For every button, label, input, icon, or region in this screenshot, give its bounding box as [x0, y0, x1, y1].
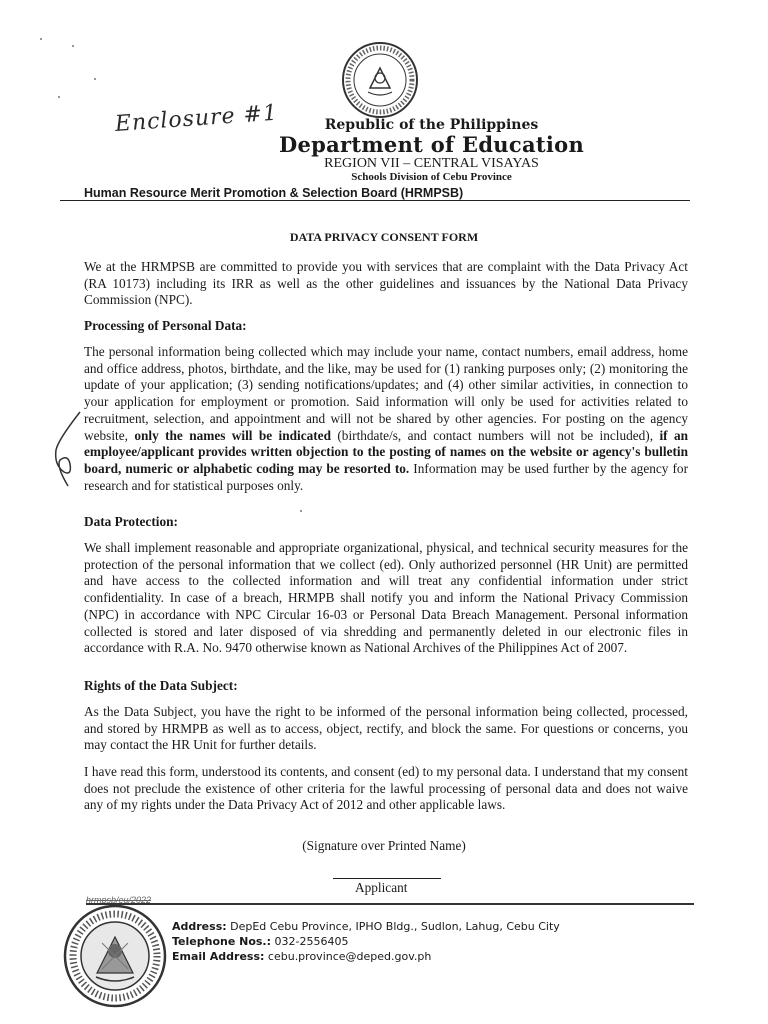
scan-speck [300, 510, 302, 512]
scan-speck [72, 45, 74, 47]
rights-heading: Rights of the Data Subject: [84, 678, 238, 693]
phone-value: 032-2556405 [271, 935, 349, 948]
signature-label: (Signature over Printed Name) [302, 838, 466, 853]
rights-paragraph: As the Data Subject, you have the right to be informed of the personal information being collected, processed, and stored by HRMPB as well as to access, object, rectify, and block the same. For questions or concerns, you may contact the HR Unit for further details. [84, 704, 688, 753]
address-value: DepEd Cebu Province, IPHO Bldg., Sudlon, Lahug, Cebu City [226, 920, 560, 933]
processing-text-2: (birthdate/s, and contact numbers will not be included), [330, 427, 660, 443]
scan-speck [94, 78, 96, 80]
processing-text-3: Information may be used further by the agency for research and for statistical purposes only. [84, 460, 688, 493]
scan-speck [40, 38, 42, 40]
applicant-label: Applicant [355, 880, 408, 895]
footer-code: hrmpsb/eu/2022 [86, 895, 152, 905]
footer-divider [86, 903, 694, 905]
email-value: cebu.province@deped.gov.ph [264, 950, 432, 963]
scan-speck [58, 96, 60, 98]
form-title: DATA PRIVACY CONSENT FORM [289, 230, 479, 244]
footer-email [172, 950, 431, 963]
protection-heading: Data Protection: [84, 514, 178, 529]
processing-bold-2: if an employee/applicant provides written objection to the posting of names on the website or agency's bulletin board, numeric or alphabetic coding may be resorted to. [84, 427, 688, 476]
phone-label: Telephone Nos.: [172, 935, 272, 948]
processing-bold-1: only the names will be indicated [134, 427, 331, 443]
processing-text-1: The personal information being collected which may include your name, contact numbers, email address, home and office address, photos, birthdate, and the like, may be used for (1) ranking purposes only; (2) monitoring the update of your application; (3) sending notifications/updates; and (4) other similar activities, in connection to your application for employment or promotion. Said information will only be used for activities related to recruitment, selection, and appointment and will not be shared by other agencies. For posting on the agency website, [84, 344, 688, 443]
cebu-division-seal-icon [62, 903, 168, 1009]
address-label: Address: [172, 920, 227, 933]
region-heading: REGION VII – CENTRAL VISAYAS [324, 156, 539, 171]
handwritten-enclosure-note: Enclosure #1 [114, 100, 279, 137]
protection-paragraph: We shall implement reasonable and appropriate organizational, physical, and technical security measures for the protection of the personal information that we collect (ed). Only authorized personnel (HR Unit) are permitted and have access to the collected information and will treat any confidential information under strict confidentiality. In case of a breach, HRMPB shall notify you and inform the National Privacy Commission (NPC) in accordance with NPC Circular 16-03 or Personal Data Breach Management. Personal information collected is stored and later disposed of via shredding and permanently deleted in our electronic files in accordance with R.A. No. 9470 otherwise known as National Archives of the Philippines Act of 2007. [84, 540, 688, 656]
processing-heading: Processing of Personal Data: [84, 318, 247, 333]
footer-phone [172, 935, 348, 948]
intro-paragraph: We at the HRMPSB are committed to provide you with services that are complaint with the Data Privacy Act (RA 10173) including its IRR as well as the other guidelines and issuances by the National Data Privacy Commission (NPC). [84, 259, 688, 308]
handwritten-check-mark-icon [50, 410, 86, 490]
processing-paragraph [84, 344, 688, 494]
signature-line [333, 878, 441, 879]
email-label: Email Address: [172, 950, 265, 963]
deped-seal-icon [340, 40, 420, 120]
consent-paragraph: I have read this form, understood its contents, and consent (ed) to my personal data. I understand that my consent does not preclude the existence of other criteria for the lawful processing of personal data and does not waive any of my rights under the Data Privacy Act of 2012 and other applicable laws. [84, 764, 688, 813]
board-heading: Human Resource Merit Promotion & Selection Board (HRMPSB) [84, 186, 464, 200]
republic-heading: Republic of the Philippines [324, 117, 539, 133]
division-heading: Schools Division of Cebu Province [351, 171, 512, 183]
department-heading: Department of Education [278, 132, 585, 157]
footer-address [172, 920, 560, 933]
header-divider [60, 200, 690, 201]
